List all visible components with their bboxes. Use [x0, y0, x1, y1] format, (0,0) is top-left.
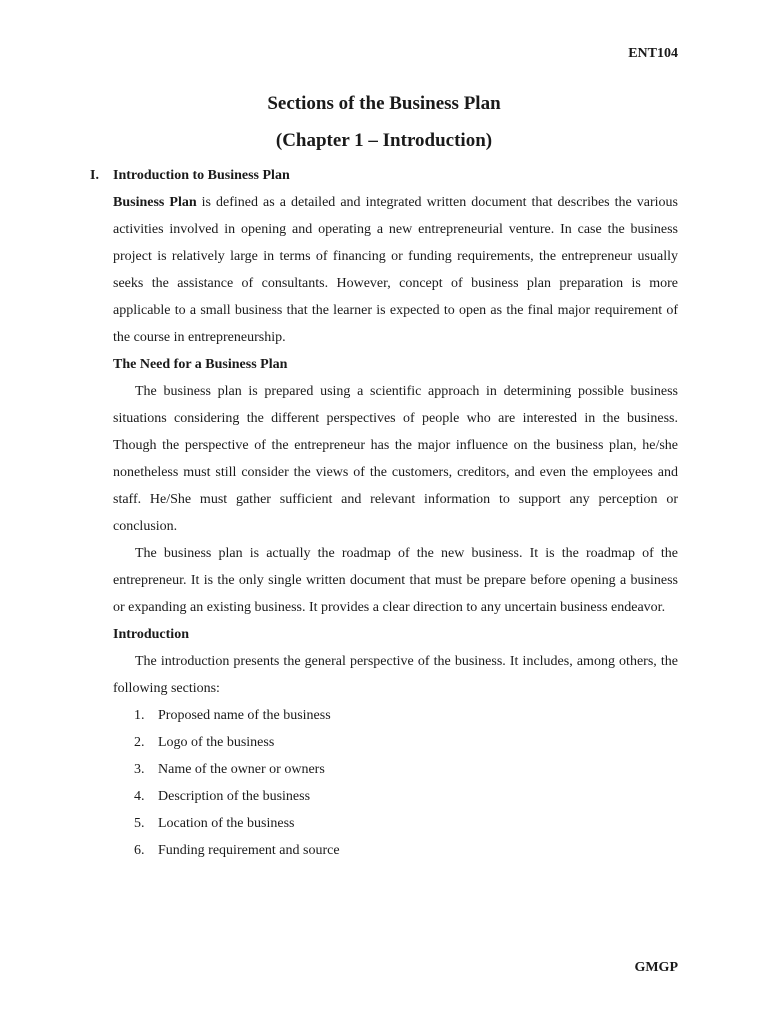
list-item: 3. Name of the owner or owners [134, 762, 325, 777]
definition-paragraph [113, 189, 678, 351]
sections-list [113, 702, 678, 864]
page-title: Sections of the Business Plan [267, 93, 501, 114]
footer-initials: GMGP [634, 960, 678, 975]
list-item: 6. Funding requirement and source [134, 843, 340, 858]
list-item: 4. Description of the business [134, 789, 311, 804]
need-paragraph-2: The business plan is actually the roadmap of the new business. It is the roadmap of the entrepreneur. It is the only single written document that must be prepare before opening a business or expanding an existing business. It provides a clear direction to any uncertain business endeavor. [113, 546, 678, 615]
course-code: ENT104 [628, 46, 678, 61]
need-heading: The Need for a Business Plan [113, 357, 288, 372]
section-heading [90, 162, 678, 189]
list-item: 5. Location of the business [134, 816, 295, 831]
introduction-paragraph: The introduction presents the general perspective of the business. It includes, among others, the following sections: [113, 654, 678, 696]
definition-text: is defined as a detailed and integrated written document that describes the various activities involved in opening and operating a new entrepreneurial venture. In case the business project is relatively large in terms of financing or funding requirements, the entrepreneur usually seeks the assistance of consultants. However, concept of business plan preparation is more applicable to a small business that the learner is expected to open as the final major requirement of the course in entrepreneurship. [113, 195, 678, 345]
defined-term: Business Plan [113, 195, 197, 210]
section-number: I. [90, 168, 99, 183]
list-item: 2. Logo of the business [134, 735, 275, 750]
section-heading-text: Introduction to Business Plan [113, 168, 290, 183]
page-subtitle: (Chapter 1 – Introduction) [275, 130, 493, 151]
introduction-heading: Introduction [113, 627, 189, 642]
list-item: 1. Proposed name of the business [134, 708, 331, 723]
document-body [90, 162, 678, 864]
need-paragraph-1: The business plan is prepared using a scientific approach in determining possible business situations considering the different perspectives of people who are interested in the business. Though the perspective of the entrepreneur has the major influence on the business plan, he/she nonetheless must still consider the views of the customers, creditors, and even the employees and staff. He/She must gather sufficient and relevant information to support any perception or conclusion. [113, 384, 678, 534]
